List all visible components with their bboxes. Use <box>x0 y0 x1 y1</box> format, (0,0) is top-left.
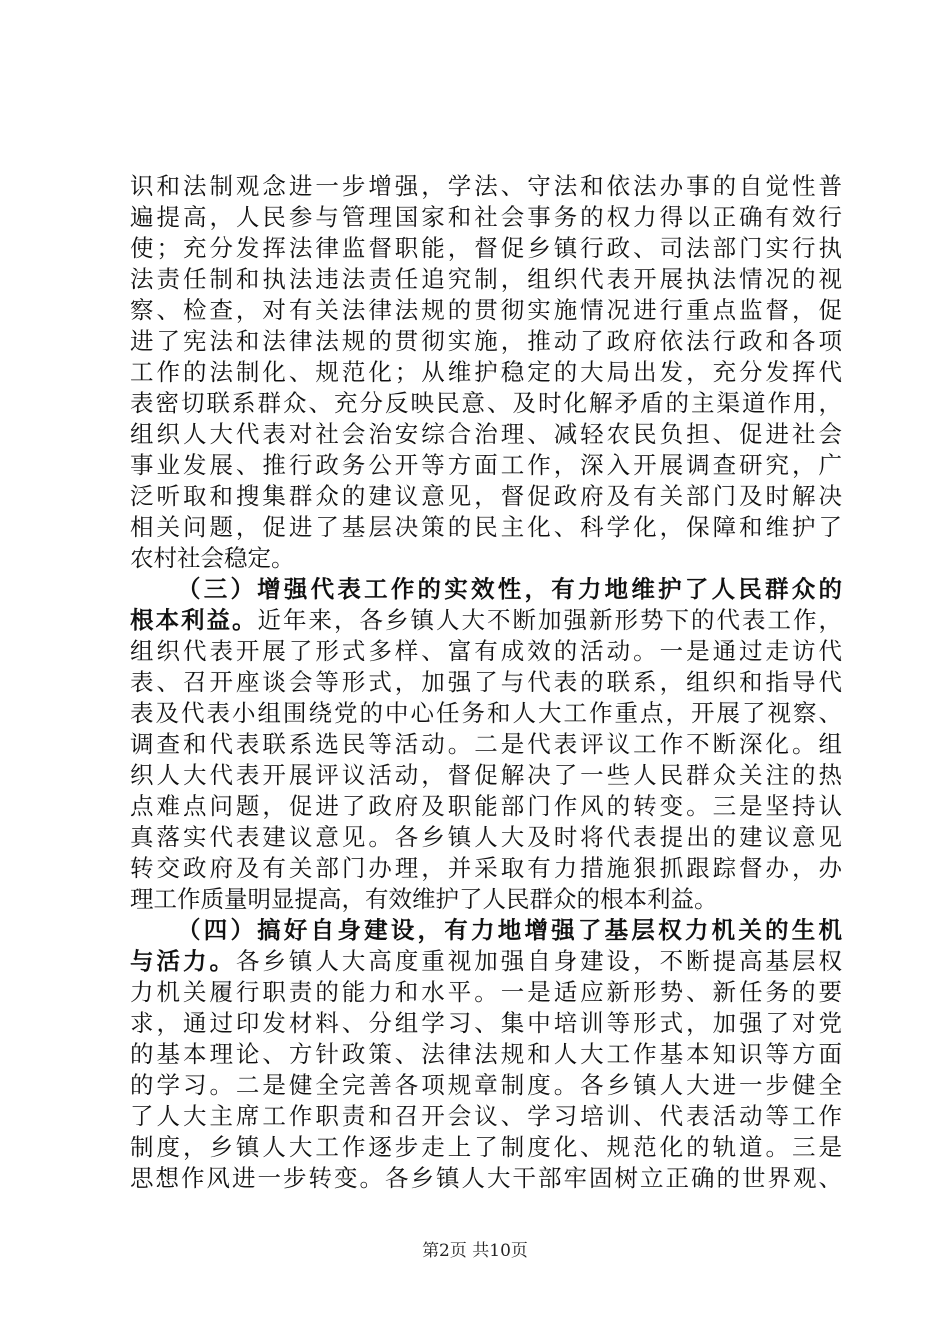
paragraph-line: 求，通过印发材料、分组学习、集中培训等形式，加强了对党 <box>130 1009 842 1037</box>
page-number-footer: 第2页 共10页 <box>422 1241 528 1261</box>
paragraph-line: 真落实代表建议意见。各乡镇人大及时将代表提出的建议意见 <box>130 823 842 851</box>
section-4-heading: （四）搞好自身建设，有力地增强了基层权力机关的生机 <box>177 916 842 944</box>
document-body <box>130 171 842 1194</box>
paragraph-line: 织人大代表开展评议活动，督促解决了一些人民群众关注的热 <box>130 761 842 789</box>
paragraph-line: 的学习。二是健全完善各项规章制度。各乡镇人大进一步健全 <box>130 1071 842 1099</box>
paragraph-line: 理工作质量明显提高，有效维护了人民群众的根本利益。 <box>130 885 718 913</box>
paragraph-line: 力机关履行职责的能力和水平。一是适应新形势、新任务的要 <box>130 978 842 1006</box>
paragraph-line: 调查和代表联系选民等活动。二是代表评议工作不断深化。组 <box>130 730 842 758</box>
section-4-heading-continued <box>130 946 842 977</box>
section-4-heading-end: 与活力。 <box>130 947 236 975</box>
paragraph-line: 了人大主席工作职责和召开会议、学习培训、代表活动等工作 <box>130 1102 842 1130</box>
section-4-text-start: 各乡镇人大高度重视加强自身建设，不断提高基层权 <box>235 947 843 975</box>
paragraph-line: 相关问题，促进了基层决策的民主化、科学化，保障和维护了 <box>130 513 842 541</box>
paragraph-line: 组织代表开展了形式多样、富有成效的活动。一是通过走访代 <box>130 637 842 665</box>
paragraph-line: 表、召开座谈会等形式，加强了与代表的联系，组织和指导代 <box>130 668 842 696</box>
paragraph-line: 制度，乡镇人大工作逐步走上了制度化、规范化的轨道。三是 <box>130 1133 842 1161</box>
paragraph-line: 工作的法制化、规范化；从维护稳定的大局出发，充分发挥代 <box>130 358 842 386</box>
paragraph-line: 农村社会稳定。 <box>130 544 295 572</box>
paragraph-line: 表密切联系群众、充分反映民意、及时化解矛盾的主渠道作用， <box>130 389 842 417</box>
paragraph-line: 察、检查，对有关法律法规的贯彻实施情况进行重点监督，促 <box>130 296 842 324</box>
paragraph-line: 表及代表小组围绕党的中心任务和人大工作重点，开展了视察、 <box>130 699 842 727</box>
section-3-heading-end: 根本利益。 <box>130 606 258 634</box>
paragraph-line: 识和法制观念进一步增强，学法、守法和依法办事的自觉性普 <box>130 172 842 200</box>
section-3-heading-continued <box>130 605 842 636</box>
paragraph-line: 法责任制和执法违法责任追究制，组织代表开展执法情况的视 <box>130 265 842 293</box>
paragraph-line: 转交政府及有关部门办理，并采取有力措施狠抓跟踪督办，办 <box>130 854 842 882</box>
section-3-text-start: 近年来，各乡镇人大不断加强新形势下的代表工作， <box>257 606 842 634</box>
section-3-heading: （三）增强代表工作的实效性，有力地维护了人民群众的 <box>177 575 842 603</box>
paragraph-line: 的基本理论、方针政策、法律法规和人大工作基本知识等方面 <box>130 1040 842 1068</box>
paragraph-line: 点难点问题，促进了政府及职能部门作风的转变。三是坚持认 <box>130 792 842 820</box>
paragraph-line: 进了宪法和法律法规的贯彻实施，推动了政府依法行政和各项 <box>130 327 842 355</box>
paragraph-line: 思想作风进一步转变。各乡镇人大干部牢固树立正确的世界观、 <box>130 1164 842 1192</box>
paragraph-line: 使；充分发挥法律监督职能，督促乡镇行政、司法部门实行执 <box>130 234 842 262</box>
paragraph-line: 组织人大代表对社会治安综合治理、减轻农民负担、促进社会 <box>130 420 842 448</box>
paragraph-line: 遍提高，人民参与管理国家和社会事务的权力得以正确有效行 <box>130 203 842 231</box>
paragraph-line: 事业发展、推行政务公开等方面工作，深入开展调查研究，广 <box>130 451 842 479</box>
paragraph-line: 泛听取和搜集群众的建议意见，督促政府及有关部门及时解决 <box>130 482 842 510</box>
